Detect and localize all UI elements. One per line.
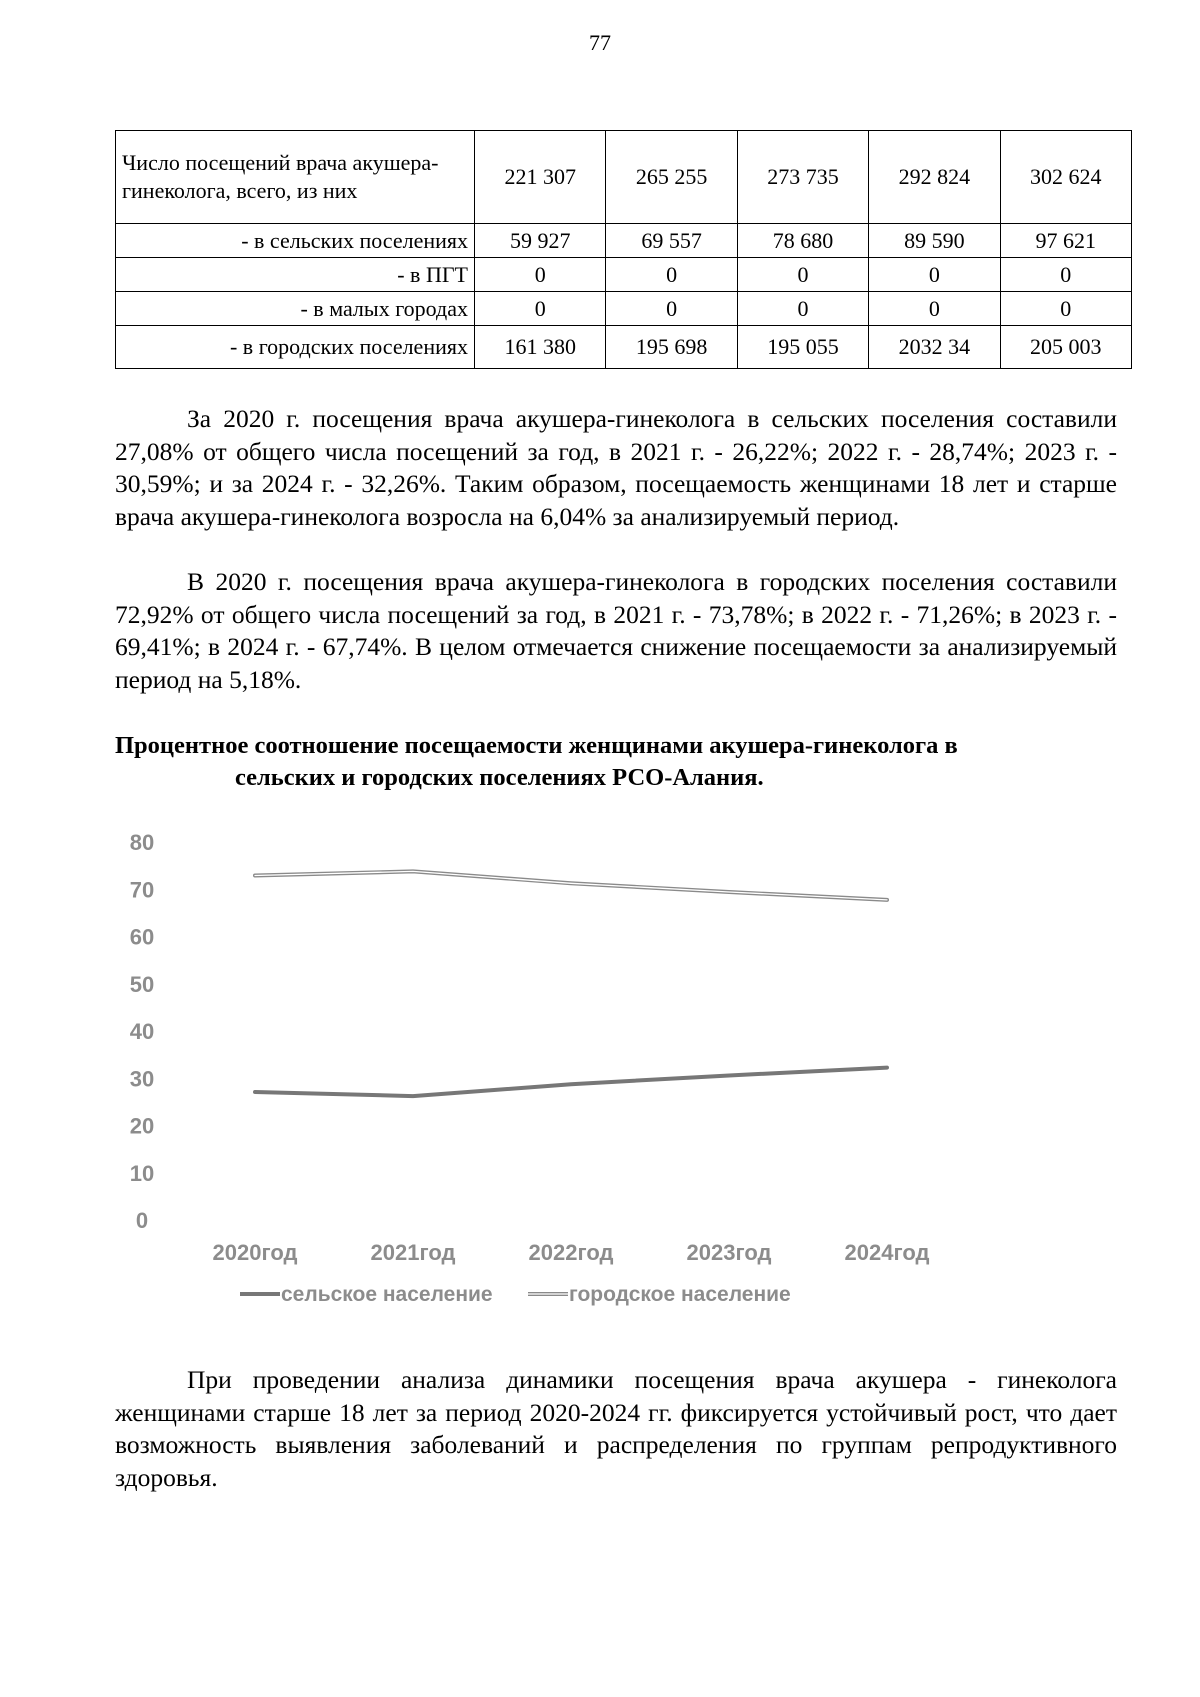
- table-cell: 273 735: [737, 131, 868, 224]
- visits-table: [115, 130, 1132, 369]
- table-cell: 302 624: [1000, 131, 1131, 224]
- row-label: - в ПГТ: [116, 258, 475, 292]
- table-cell: 0: [1000, 292, 1131, 326]
- y-tick-label: 30: [129, 1066, 155, 1092]
- paragraph-rural: [115, 403, 1117, 533]
- table-cell: 2032 34: [869, 326, 1000, 369]
- table-cell: 0: [869, 258, 1000, 292]
- line-chart: [100, 820, 980, 1340]
- row-label: - в малых городах: [116, 292, 475, 326]
- table-cell: 221 307: [475, 131, 606, 224]
- paragraph-text: При проведении анализа динамики посещения врача акушера - гинеколога женщинами старше 18 лет за период 2020-2024 гг. фиксируется устойчивый рост, что дает возможность выявления заболеваний и распределения по группам репродуктивного здоровья.: [115, 1365, 1117, 1492]
- table-cell: 0: [737, 258, 868, 292]
- row-label: Число посещений врача акушера-гинеколога, всего, из них: [116, 131, 475, 224]
- legend-label: городское население: [569, 1283, 791, 1306]
- paragraph-text: В 2020 г. посещения врача акушера-гинеколога в городских поселения составили 72,92% от общего числа посещений за год, в 2021 г. - 73,78%; в 2022 г. - 71,26%; в 2023 г. - 69,41%; в 2024 г. - 67,74%. В целом отмечается снижение посещаемости за анализируемый период на 5,18%.: [115, 567, 1117, 694]
- table-cell: 265 255: [606, 131, 737, 224]
- table-cell: 59 927: [475, 224, 606, 258]
- table-cell: 69 557: [606, 224, 737, 258]
- chart-title-line1: Процентное соотношение посещаемости женщинами акушера-гинеколога в: [115, 732, 958, 759]
- y-tick-label: 50: [129, 971, 155, 997]
- table-cell: 205 003: [1000, 326, 1131, 369]
- table-cell: 0: [1000, 258, 1131, 292]
- table-cell: 0: [475, 258, 606, 292]
- x-tick-label: 2022год: [528, 1240, 614, 1265]
- legend-label: сельское население: [281, 1283, 493, 1306]
- table-row: [116, 224, 1132, 258]
- table-row: [116, 258, 1132, 292]
- y-tick-label: 40: [129, 1019, 155, 1044]
- y-tick-label: 60: [129, 924, 155, 950]
- paragraph-urban: [115, 566, 1117, 696]
- paragraph-text: За 2020 г. посещения врача акушера-гинеколога в сельских поселения составили 27,08% от общего числа посещений за год, в 2021 г. - 26,22%; 2022 г. - 28,74%; 2023 г. - 30,59%; и за 2024 г. - 32,26%. Таким образом, посещаемость женщинами 18 лет и старше врача акушера-гинеколога возросла на 6,04% за анализируемый период.: [115, 404, 1117, 531]
- table-row: [116, 131, 1132, 224]
- x-tick-label: 2020год: [212, 1240, 298, 1265]
- y-tick-label: 80: [129, 830, 155, 855]
- y-tick-label: 70: [129, 877, 155, 903]
- series-line-urban-inner: [255, 871, 887, 900]
- x-tick-label: 2021год: [370, 1240, 456, 1265]
- table-cell: 292 824: [869, 131, 1000, 224]
- x-tick-label: 2023год: [686, 1240, 772, 1265]
- table-row: [116, 326, 1132, 369]
- chart-title-line2: сельских и городских поселениях РСО-Алания.: [235, 764, 764, 791]
- table-cell: 97 621: [1000, 224, 1131, 258]
- row-label: - в городских поселениях: [116, 326, 475, 369]
- x-tick-label: 2024год: [844, 1240, 930, 1265]
- series-line-rural: [255, 1068, 887, 1097]
- table-cell: 161 380: [475, 326, 606, 369]
- paragraph-conclusion: [115, 1364, 1117, 1494]
- table-cell: 78 680: [737, 224, 868, 258]
- y-tick-label: 0: [135, 1208, 149, 1233]
- y-tick-label: 10: [129, 1160, 155, 1186]
- table-cell: 195 698: [606, 326, 737, 369]
- table-cell: 0: [737, 292, 868, 326]
- table-cell: 89 590: [869, 224, 1000, 258]
- table-row: [116, 292, 1132, 326]
- table-cell: 0: [475, 292, 606, 326]
- chart-title: [115, 730, 1117, 794]
- table-cell: 0: [606, 292, 737, 326]
- page-number: 77: [589, 30, 611, 55]
- table-cell: 195 055: [737, 326, 868, 369]
- row-label: - в сельских поселениях: [116, 224, 475, 258]
- table-cell: 0: [869, 292, 1000, 326]
- y-tick-label: 20: [129, 1113, 155, 1139]
- table-cell: 0: [606, 258, 737, 292]
